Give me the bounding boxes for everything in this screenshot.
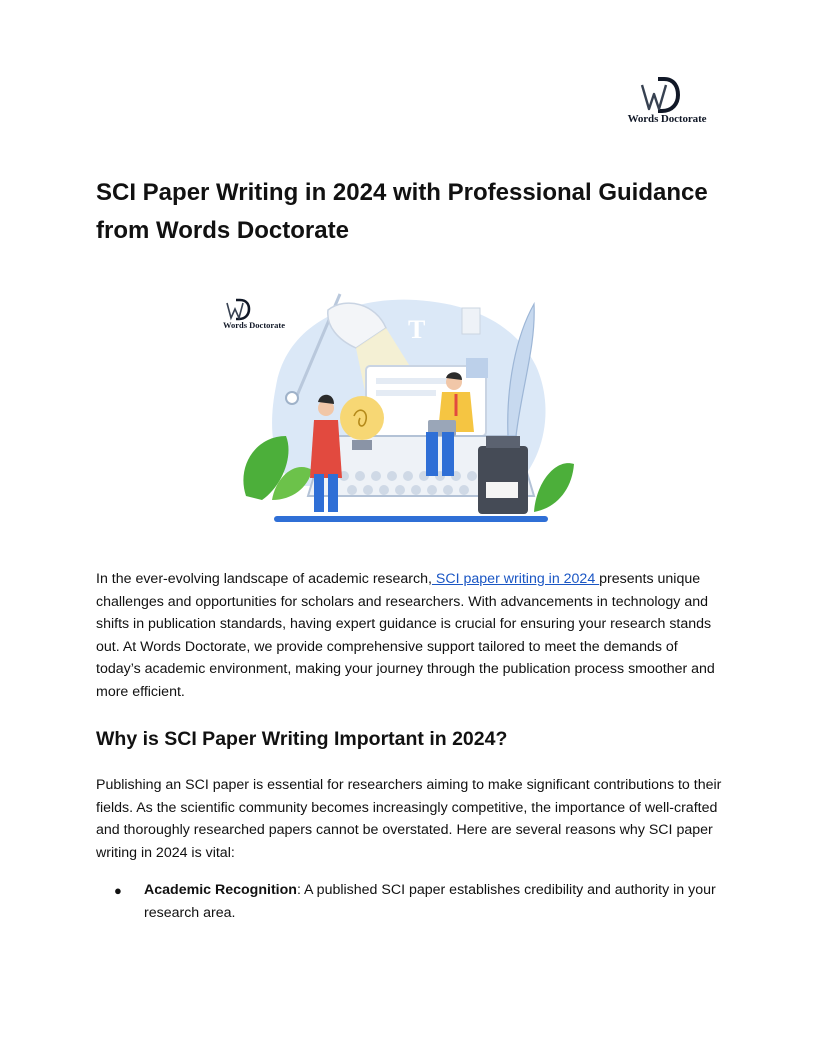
intro-paragraph — [96, 568, 726, 703]
svg-text:T: T — [408, 315, 426, 344]
brand-logo — [618, 76, 716, 128]
list-item-term: Academic Recognition — [144, 882, 297, 898]
hero-brand-caption: Words Doctorate — [222, 320, 286, 330]
intro-before: In the ever-evolving landscape of academic research, — [96, 571, 432, 587]
list-item-text: : A published SCI paper establishes credibility and authority in your research area. — [144, 882, 716, 921]
page-title: SCI Paper Writing in 2024 with Professional Guidance from Words Doctorate — [96, 179, 708, 244]
section-lead-paragraph: Publishing an SCI paper is essential for researchers aiming to make significant contributions to their fields. As the scientific community becomes increasingly competitive, the importance of well-crafted and thoroughly researched papers cannot be overstated. Here are several reasons why SCI paper writing in 2024 is vital: — [96, 777, 722, 861]
hero-illustration — [216, 286, 600, 526]
intro-after: presents unique challenges and opportunities for scholars and researchers. With advancements in technology and shifts in publication standards, having expert guidance is crucial for ensuring your research stands out. At Words Doctorate, we provide comprehensive support tailored to meet the demands of today’s academic environment, making your journey through the publication process smoother and more efficient. — [96, 571, 715, 700]
list-item — [96, 879, 726, 925]
reasons-list — [96, 879, 726, 925]
wd-logo-icon — [640, 76, 680, 114]
bullet-icon: ● — [114, 883, 122, 898]
sci-paper-writing-link[interactable]: SCI paper writing in 2024 — [431, 571, 600, 587]
brand-name: Words Doctorate — [627, 113, 707, 125]
section-heading: Why is SCI Paper Writing Important in 2024? — [96, 728, 508, 750]
